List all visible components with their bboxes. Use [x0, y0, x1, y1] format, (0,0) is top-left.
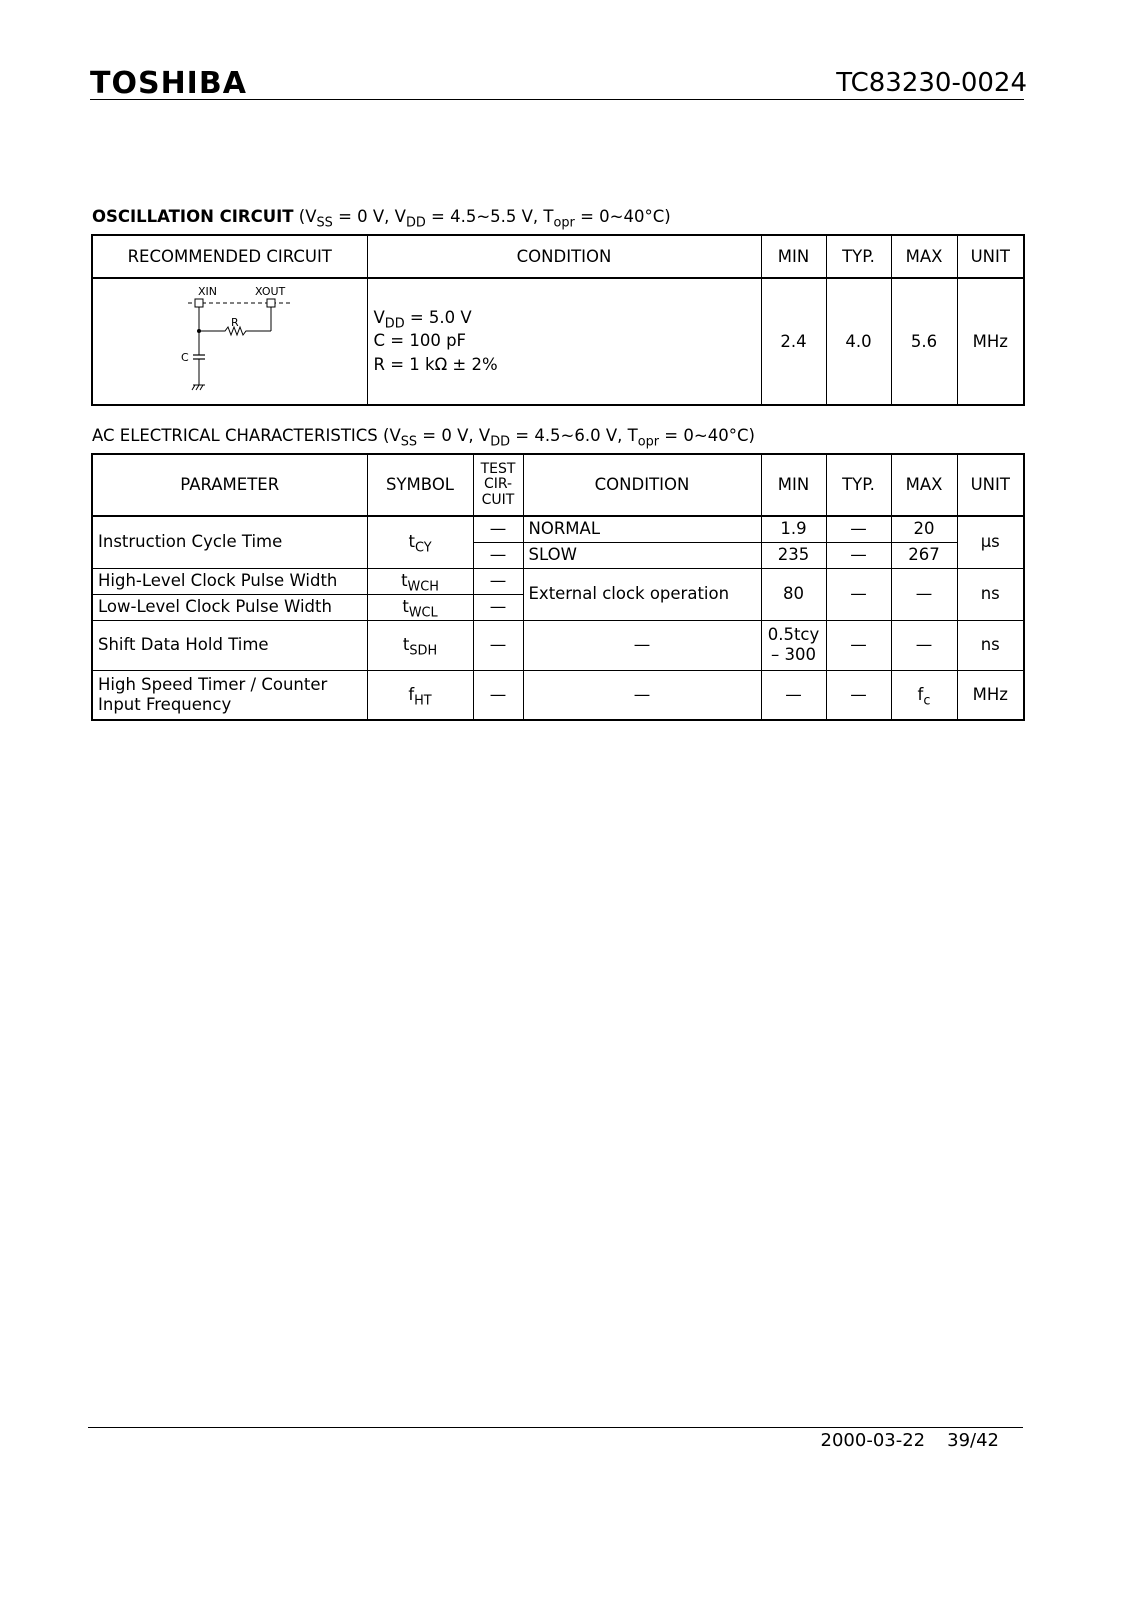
ac-header-parameter: PARAMETER [92, 454, 367, 516]
osc-max: 5.6 [891, 278, 957, 405]
osc-header-typ: TYP. [826, 235, 891, 278]
xin-pin-icon [195, 299, 203, 307]
param-low-level-clock-pulse-width: Low-Level Clock Pulse Width [92, 594, 367, 620]
max-shift-hold: — [891, 620, 957, 670]
min-slow: 235 [761, 542, 826, 568]
test-circuit-dash: — [473, 516, 523, 542]
test-circuit-dash: — [473, 670, 523, 720]
cond-external-clock: External clock operation [523, 568, 761, 620]
ac-header-test-circuit: TEST CIR- CUIT [473, 454, 523, 516]
param-instruction-cycle-time: Instruction Cycle Time [92, 516, 367, 568]
oscillator-circuit-diagram [95, 279, 365, 399]
param-high-level-clock-pulse-width: High-Level Clock Pulse Width [92, 568, 367, 594]
max-clock-pulse: — [891, 568, 957, 620]
osc-unit: MHz [957, 278, 1024, 405]
ac-header-min: MIN [761, 454, 826, 516]
ac-header-typ: TYP. [826, 454, 891, 516]
osc-header-max: MAX [891, 235, 957, 278]
table-row [92, 620, 1024, 670]
osc-title-bold: OSCILLATION CIRCUIT [92, 207, 294, 226]
table-row [92, 516, 1024, 542]
symbol-twch: $t_{WCH}$ [367, 568, 473, 594]
osc-condition-cell [367, 278, 761, 405]
osc-cond-c: C = 100 pF [373, 331, 467, 351]
test-circuit-dash: — [473, 620, 523, 670]
footer-info [821, 1430, 999, 1451]
osc-header-circuit: RECOMMENDED CIRCUIT [92, 235, 367, 278]
ac-header-condition: CONDITION [523, 454, 761, 516]
resistor-label: R [230, 316, 239, 329]
typ-slow: — [826, 542, 891, 568]
param-high-speed-timer-input-frequency: High Speed Timer / Counter Input Frequency [92, 670, 367, 720]
ground-icon [192, 385, 205, 390]
cond-slow: SLOW [523, 542, 761, 568]
typ-timer: — [826, 670, 891, 720]
symbol-fht: $f_{HT}$ [367, 670, 473, 720]
xin-label: XIN [197, 285, 217, 298]
osc-circuit-cell [92, 278, 367, 405]
param-shift-data-hold-time: Shift Data Hold Time [92, 620, 367, 670]
symbol-twcl: $t_{WCL}$ [367, 594, 473, 620]
symbol-tsdh: $t_{SDH}$ [367, 620, 473, 670]
max-normal: 20 [891, 516, 957, 542]
unit-timer: MHz [957, 670, 1024, 720]
test-circuit-dash: — [473, 542, 523, 568]
osc-min: 2.4 [761, 278, 826, 405]
ac-header-symbol: SYMBOL [367, 454, 473, 516]
header-rule [90, 99, 1024, 100]
max-slow: 267 [891, 542, 957, 568]
typ-shift-hold: — [826, 620, 891, 670]
ac-header-unit: UNIT [957, 454, 1024, 516]
table-row [92, 568, 1024, 594]
test-circuit-dash: — [473, 568, 523, 594]
typ-normal: — [826, 516, 891, 542]
osc-typ: 4.0 [826, 278, 891, 405]
oscillation-table [91, 234, 1025, 406]
unit-ns: ns [957, 568, 1024, 620]
osc-header-unit: UNIT [957, 235, 1024, 278]
table-row [92, 670, 1024, 720]
unit-us: μs [957, 516, 1024, 568]
symbol-tcy: $t_{CY}$ [367, 516, 473, 568]
brand-logo: TOSHIBA [90, 66, 247, 101]
typ-clock-pulse: — [826, 568, 891, 620]
min-shift-hold: 0.5tcy – 300 [761, 620, 826, 670]
capacitor-label: C [180, 351, 189, 364]
min-timer: — [761, 670, 826, 720]
ac-characteristics-table [91, 453, 1025, 721]
osc-title: OSCILLATION CIRCUIT ($V_{SS} = 0$ V, $V_{DD}$ = 4.5~5.5 V, $T_{opr}$ = 0~40°C) [92, 207, 671, 231]
min-normal: 1.9 [761, 516, 826, 542]
cond-shift-hold: — [523, 620, 761, 670]
osc-cond-r: R = 1 kΩ ± 2% [373, 355, 498, 375]
footer-date: 2000-03-22 [820, 1430, 926, 1451]
osc-header-condition: CONDITION [367, 235, 761, 278]
cond-timer: — [523, 670, 761, 720]
test-circuit-dash: — [473, 594, 523, 620]
ac-header-max: MAX [891, 454, 957, 516]
max-timer: $f_c$ [891, 670, 957, 720]
cond-normal: NORMAL [523, 516, 761, 542]
footer-rule [88, 1427, 1023, 1428]
min-clock-pulse: 80 [761, 568, 826, 620]
xout-label: XOUT [254, 285, 286, 298]
ac-title: AC ELECTRICAL CHARACTERISTICS ($V_{SS} = 0$ V, $V_{DD}$ = 4.5~6.0 V, $T_{opr}$ = 0~40°C) [92, 426, 755, 450]
osc-cond-vdd: $V_{DD} = 5.0$ V [373, 307, 472, 332]
xout-pin-icon [267, 299, 275, 307]
unit-shift-hold: ns [957, 620, 1024, 670]
footer-page: 39/42 [947, 1430, 999, 1451]
osc-header-min: MIN [761, 235, 826, 278]
part-number: TC83230-0024 [836, 68, 1027, 98]
